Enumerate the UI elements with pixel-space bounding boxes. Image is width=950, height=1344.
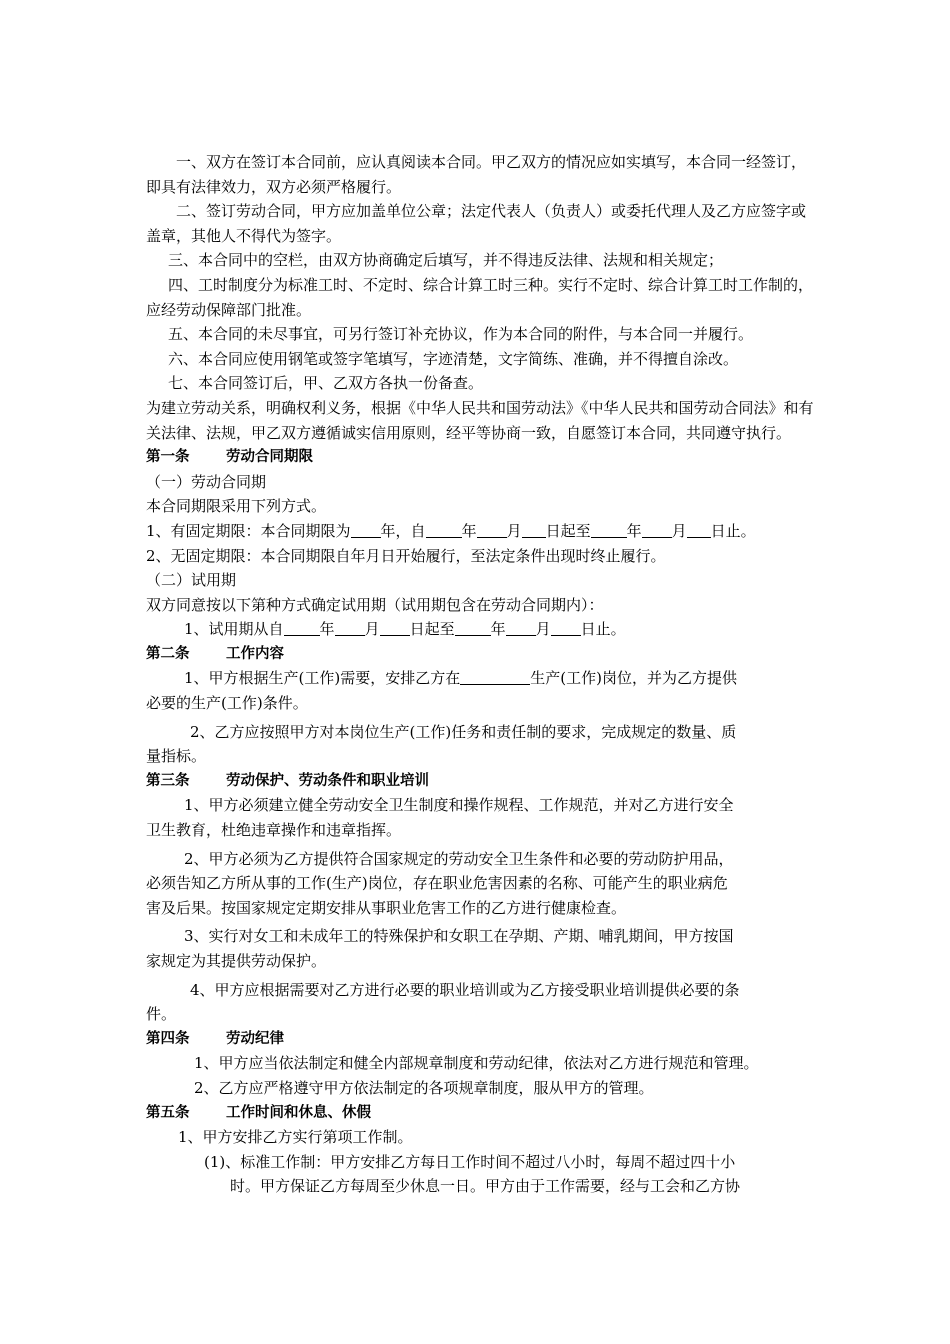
article-1-subheading-1: （一）劳动合同期 (146, 472, 267, 491)
note-4: 四、工时制度分为标准工时、不定时、综合计算工时三种。实行不定时、综合计算工时工作制的，应经劳动保障部门批准。 (146, 275, 814, 319)
end-year-blank[interactable] (591, 522, 627, 538)
article-3-para-1: 1、甲方必须建立健全劳动安全卫生制度和操作规程、工作规范，并对乙方进行安全 (184, 796, 734, 815)
fixed-term-line (146, 519, 818, 544)
trial-start-year-blank[interactable] (284, 620, 320, 636)
contract-body (146, 150, 818, 1199)
article-3-para-1-cont: 卫生教育，杜绝违章操作和违章指挥。 (146, 821, 402, 840)
article-3-para-3: 3、实行对女工和未成年工的特殊保护和女职工在孕期、产期、哺乳期间，甲方按国 (184, 927, 734, 946)
trial-intro: 双方同意按以下第种方式确定试用期（试用期包含在劳动合同期内）： (146, 595, 604, 614)
preamble: 为建立劳动关系，明确权利义务，根据《中华人民共和国劳动法》《中华人民共和国劳动合同法》和有关法律、法规，甲乙双方遵循诚实信用原则，经平等协商一致，自愿签订本合同，共同遵守执行。 (146, 398, 814, 442)
article-5-heading (146, 1101, 818, 1126)
start-month-blank[interactable] (477, 522, 507, 538)
article-3-para-3-cont: 家规定为其提供劳动保护。 (146, 952, 327, 970)
article-title: 工作时间和休息、休假 (226, 1104, 371, 1121)
article-5-para-1: 1、甲方安排乙方实行第项工作制。 (178, 1128, 413, 1147)
text-segment: 月 (506, 521, 522, 540)
trial-end-day-blank[interactable] (551, 620, 581, 636)
article-5-sub-1-cont: 时。甲方保证乙方每周至少休息一日。甲方由于工作需要，经与工会和乙方协 (230, 1177, 741, 1196)
start-day-blank[interactable] (522, 522, 546, 538)
trial-start-day-blank[interactable] (380, 620, 410, 636)
text-segment: 日起至 (409, 620, 455, 639)
article-4-para-2: 2、乙方应严格遵守甲方依法制定的各项规章制度，服从甲方的管理。 (194, 1078, 654, 1097)
article-title: 工作内容 (226, 645, 284, 662)
note-1: 一、双方在签订本合同前，应认真阅读本合同。甲乙双方的情况应如实填写，本合同一经签订，即具有法律效力，双方必须严格履行。 (146, 153, 807, 196)
article-1-heading (146, 445, 818, 470)
article-3-heading (146, 769, 818, 794)
article-3-para-2: 2、甲方必须为乙方提供符合国家规定的劳动安全卫生条件和必要的劳动防护用品， (184, 849, 734, 868)
article-number: 第四条 (146, 1030, 190, 1047)
trial-end-year-blank[interactable] (455, 620, 491, 636)
article-1-subheading-2: （二）试用期 (146, 571, 237, 590)
article-1-intro: 本合同期限采用下列方式。 (146, 497, 327, 516)
trial-period-line (146, 617, 818, 642)
text-segment: 年 (490, 620, 506, 639)
text-segment: 年 (626, 521, 642, 540)
article-2-para-2-cont: 量指标。 (146, 747, 207, 766)
years-blank[interactable] (351, 522, 381, 538)
article-2-para-1 (146, 666, 818, 691)
note-7: 七、本合同签订后，甲、乙双方各执一份备查。 (168, 374, 484, 393)
text-segment: 1、甲方根据生产(工作)需要，安排乙方在 (184, 669, 461, 688)
article-number: 第五条 (146, 1104, 190, 1121)
note-5: 五、本合同的未尽事宜，可另行签订补充协议，作为本合同的附件，与本合同一并履行。 (168, 325, 754, 344)
trial-start-month-blank[interactable] (335, 620, 365, 636)
text-segment: 年 (319, 620, 335, 639)
start-year-blank[interactable] (426, 522, 462, 538)
article-4-para-1: 1、甲方应当依法制定和健全内部规章制度和劳动纪律，依法对乙方进行规范和管理。 (194, 1054, 759, 1073)
note-2: 二、签订劳动合同，甲方应加盖单位公章；法定代表人（负责人）或委托代理人及乙方应签字或盖章，其他人不得代为签字。 (146, 202, 807, 245)
article-3-para-2-cont-2: 害及后果。按国家规定定期安排从事职业危害工作的乙方进行健康检查。 (146, 898, 627, 917)
article-3-para-4: 4、甲方应根据需要对乙方进行必要的职业培训或为乙方接受职业培训提供必要的条 (190, 980, 740, 999)
text-segment: 日止。 (580, 620, 626, 639)
article-3-para-4-cont: 件。 (146, 1005, 177, 1024)
end-month-blank[interactable] (642, 522, 672, 538)
position-blank[interactable] (460, 669, 530, 685)
article-number: 第二条 (146, 645, 190, 662)
trial-label: 1、试用期从自 (184, 620, 284, 639)
article-2-para-2: 2、乙方应按照甲方对本岗位生产(工作)任务和责任制的要求，完成规定的数量、质 (190, 722, 737, 741)
text-segment: 月 (535, 620, 551, 639)
text-segment: 年，自 (380, 521, 426, 540)
unfixed-term-line: 2、无固定期限：本合同期限自年月日开始履行，至法定条件出现时终止履行。 (146, 546, 666, 565)
text-segment: 月 (364, 620, 380, 639)
article-number: 第一条 (146, 449, 190, 466)
note-3: 三、本合同中的空栏，由双方协商确定后填写，并不得违反法律、法规和相关规定； (168, 251, 724, 270)
article-5-sub-1: (1)、标准工作制：甲方安排乙方每日工作时间不超过八小时，每周不超过四十小 (204, 1152, 736, 1171)
trial-end-month-blank[interactable] (506, 620, 536, 636)
text-segment: 年 (461, 521, 477, 540)
text-segment: 生产(工作)岗位，并为乙方提供 (530, 669, 737, 688)
end-day-blank[interactable] (687, 522, 711, 538)
article-title: 劳动合同期限 (226, 449, 313, 466)
article-2-heading (146, 642, 818, 667)
article-4-heading (146, 1027, 818, 1052)
fixed-term-label: 1、有固定期限：本合同期限为 (146, 521, 351, 540)
article-number: 第三条 (146, 772, 190, 789)
article-title: 劳动纪律 (226, 1030, 284, 1047)
text-segment: 日起至 (545, 521, 591, 540)
article-title: 劳动保护、劳动条件和职业培训 (226, 772, 429, 789)
article-2-para-1-cont: 必要的生产(工作)条件。 (146, 694, 308, 713)
text-segment: 日止。 (710, 521, 756, 540)
note-6: 六、本合同应使用钢笔或签字笔填写，字迹清楚，文字简练、准确，并不得擅自涂改。 (168, 349, 739, 368)
text-segment: 月 (671, 521, 687, 540)
article-3-para-2-cont-1: 必须告知乙方所从事的工作(生产)岗位，存在职业危害因素的名称、可能产生的职业病危 (146, 874, 728, 893)
